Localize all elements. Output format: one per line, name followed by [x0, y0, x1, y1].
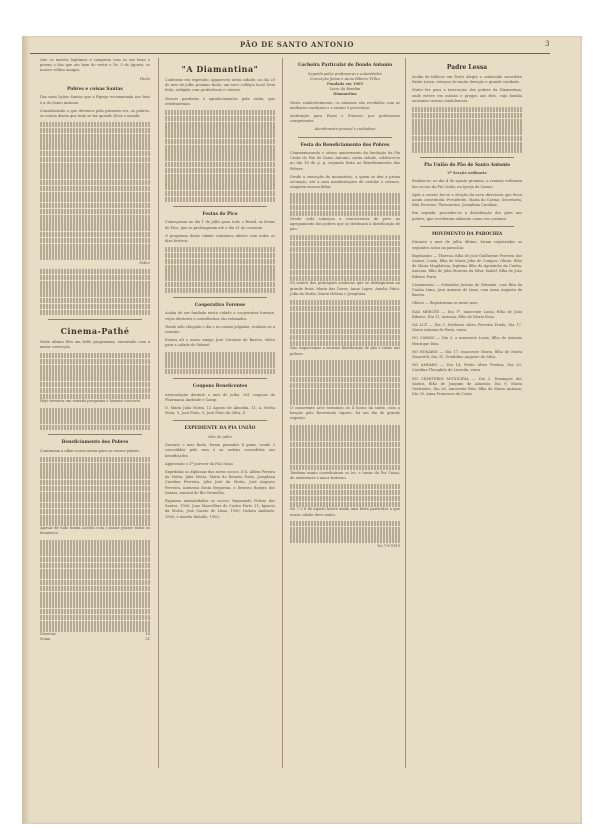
col1-paragraph-2: Considerando o que devemos pela primeira vez, os pobres, os outros dizem que tudo se faz quando Deus o manda.: [40, 108, 150, 118]
column-1: [40, 58, 150, 643]
column-4: [412, 58, 522, 400]
col4-paragraph-14: NO AMPARO — Dia 14, Pedro Alves Pereira; Dia 20, Carolina Theophilo de Lacerda, viuva.: [412, 363, 522, 373]
page-fold-shadow: [22, 36, 30, 824]
col4-paragraph-3: Realiza-se, no dia 4 de agosto proximo, a reunião ordinaria dos socios da Pia União, na Igreja do Carmo.: [412, 179, 522, 189]
col4-subheading-pia: 2ª Secção ordinaria: [447, 171, 487, 176]
col2-paragraph-5: Acaba de ser fundada nesta cidade a cooperativa forense, cujos diretores e conselheiros são estimados.: [165, 311, 275, 321]
col1-signature-1: Paulo: [139, 76, 150, 81]
column-separator-2: [282, 58, 283, 768]
col2-paragraph-13: Pagaram mensalidades os socios: Raymundo Felicio dos Santos, 1900; Joao Marcellino de Castro Porto 11; Ignacio da Motta, Jose Ozorio de Lima, 1900; Isidora Andrade, 1900; e Amelia Rabello, 1900.: [165, 498, 275, 519]
col4-heading-padre: Padre Lessa: [446, 64, 488, 71]
col3-sub-2: Conceição Jaime e Anna Ribeiro Telles: [309, 76, 381, 81]
col3-paragraph-3: Commemorando o oitavo anniversario da fundação da Pia União do Pão de Santo Antonio, nesta cidade, celebrou-se no dia 18 de p. p. segundo festa ao Beneficiamento dos Pobres.: [290, 151, 400, 171]
col2-paragraph-10: Durante o mez findo, foram passados 4 guias, sendo 3 concedidas pelo mes e as ordens concedidas aos beneficiados.: [165, 443, 275, 458]
col3-paragraph-7: Nao esquecemos a enorme distribuição de pão e carne aos pobres.: [290, 346, 400, 356]
col4-paragraph-4: Após a sessão fez-se a eleição da nova directoria que ficou assim constituida: Presidente, Maria do Carmo; Secretaria, Rita Ferreira; Thesoureira, Josephina Carolina.: [412, 192, 522, 208]
col4-paragraph-6: Durante o mez de julho último, foram registrados os seguintes actos na parochia:: [412, 240, 522, 250]
col3-heading-festa: Festa do Beneficiamento dos Pobres: [300, 142, 390, 148]
col2-heading-coupons: Coupons Beneficentes: [192, 384, 248, 390]
col1-paragraph-1: Das mais lições Santas que a Egreja recommenda aos fieis é a do Santo Antonio.: [40, 95, 150, 105]
newspaper-title: PÃO DE SANTO ANTONIO: [240, 40, 355, 49]
col2-paragraph-1: Conforme era esperado, appareceu nesta cidade, no dia 20 do mez de julho proximo findo, um novo collégio local, bem feito, redigido com proficiência e criterio.: [165, 78, 275, 93]
col2-paragraph-3: Começaram no dia 1 de julho para todo o Brasil, as festas do Pico, que se prolongaram até o dia 31 do corrente.: [165, 220, 275, 230]
col4-paragraph-10: NAS MERCÊS — Dia 1º, innocente Luzia, filha de João Ribeiro; Dia 11, Antonio, filho de Maria Rosa.: [412, 309, 522, 319]
col2-heading-festas: Festas do Pico: [202, 211, 238, 217]
col4-paragraph-7: Baptisados — Theresa, filha de José Guilherme Ferreira dos Santos; Luzia, filha de Maria Julia de Campos; Olinto, filho de Maria Magdalena, legitimo filho de Agostinho da Cunha; Antonio, filho de Julio Moreira da Silva; Isabel, filha de João Ribeiro Porto.: [412, 253, 522, 279]
col4-paragraph-12: NO CARMO — Dia 5, a innocente Luzia, filho de Antonio Henrique Dias.: [412, 336, 522, 346]
col3-paragraph-2: Instituição para Piano e Francez, por professoras competentes.: [290, 113, 400, 124]
col1-opening: Que os moveis legitimos e comprem com os sus bens e porem o dos que ate bem de vestir o Dr. 3 de Agosto, os nossos velhos amigos.: [40, 58, 150, 73]
col1-signature-2: Pobre: [139, 260, 150, 265]
col3-sub-5: Diamantina: [333, 92, 357, 97]
col1-paragraph-5: Continuam a afluir novos meios para os nossos pobres.: [40, 448, 141, 453]
col1-heading-cinema: Cinema-Pathé: [60, 325, 130, 336]
column-separator-3: [405, 58, 406, 768]
col3-paragraph-6: Os nomes das principaes senhoras que se distinguiram na grande festa: Maria das Dores, Anna Lopes, Amelia Pinto, Julia da Motta, Maria Helena e Josephina.: [290, 281, 400, 296]
col4-heading-movimento: MOVIMENTO DA PAROCHIA: [431, 231, 503, 237]
col2-paragraph-4: O programa desta cidade continuou aberto com todos os dias festivos.: [165, 233, 275, 244]
col2-heading-diamantina: "A Diamantina": [181, 64, 259, 74]
col4-paragraph-1: Acaba de fallecer em Porto Alegre o conhecido sacerdote Padre Lessa, virtuoso de muita devoção e grande caridade.: [412, 75, 522, 85]
page-number: 3: [544, 40, 550, 48]
col1-paragraph-3: Noite ultima fôra um bello programma, executado com a maior correcção.: [40, 339, 150, 349]
header-rule: [30, 53, 550, 54]
column-separator-1: [158, 58, 159, 768]
col2-paragraph-12: Expedidas as diplomas dos novos socios: D.S. Aldira Pereira da Motta, Julia Motta, Maria do Rosario Porto, Josephina Carolina Ferreira, Julia José da Motta, José Augusto Ferreira, natureza desta freguesia, e Ernesto Borges dos Santos, natural de Rio Vermelho.: [165, 469, 275, 495]
col3-paragraph-8: O comovente acto terminou às 4 horas da tarde, com a benção pelo Reverendo vigario, foi um dia de grande regozijo.: [290, 405, 400, 421]
col4-heading-pia: Pia União do Pão de Santo Antonio: [424, 162, 510, 168]
col3-closing: No 7-8-1919: [377, 543, 400, 548]
col2-paragraph-2: Nossos parabens e agradecimentos pela visita, que retribuiremos.: [165, 96, 275, 106]
col2-paragraph-8: Arrecadação durante o mez de julho, 261 coupons da Pharmacia Andrade e Camp.: [165, 392, 275, 402]
col2-paragraph-7: Estava ali o nosso amigo José Carolino de Bastos, eleito para a cidade de Sabaré.: [165, 338, 275, 348]
col4-paragraph-15: NO CEMITERIO MUNICIPAL — Dia 2, Domingos dos Santos, filho de Joaquim de Almeida; Dia 9, Maria Gertrudes; Dia 26, innocente Rita, filha de Maria Antonia; Dia 30, Anna Francisca da Costa.: [412, 376, 522, 397]
col3-paragraph-9: Tambem muito contribuiram os Irs. e Irmãs da Pia Uniao, de assistencia e amor fraterno.: [290, 470, 400, 481]
col2-paragraph-11: Approvado o 2º parecer da Pia Uniao.: [165, 461, 234, 466]
col3-signature: Atendimento pessoal e cuidadoso: [314, 127, 376, 132]
column-2: [165, 58, 275, 523]
col2-subheading-expediente: Mez de julho: [208, 434, 232, 439]
col1-paragraph-4: Hoje teremos um variado programa e luzente concerto.: [40, 399, 142, 404]
col4-paragraph-13: NO ROSARIO — Dia 17, innocente Maria, filha de Maria Nazareth; Dia 31, Geraldino Augusto da Silva.: [412, 349, 522, 359]
col3-sub-3: Fundada em 1905: [327, 81, 363, 86]
col3-paragraph-5: Desde cedo começou a concorrencia de povo ao agrupamento dos pobres que se destinava à distribuição de pão.: [290, 216, 400, 231]
col4-paragraph-8: Casamentos — Sebastião Justino de Miranda, com Rita da Cunha Lima; José Antonio de Lima, com Anna Augusta de Barros.: [412, 282, 522, 298]
col2-heading-cooperativo: Cooperativo Forense: [194, 302, 246, 308]
col3-sub-1: Seguida pelas professoras e autoridades: [308, 71, 382, 76]
col3-paragraph-1: Neste estabelecimento, os alumnos são recebidos com as melhores condições e o ensino é proveitoso.: [290, 100, 400, 110]
col2-heading-expediente: EXPEDIENTE DA PIA UNIÃO: [184, 426, 256, 432]
col1-heading-beneficiamento: Beneficiamento dos Pobres: [61, 440, 129, 446]
col3-heading-cocheira: Cocheira Particular do Dondo Antonio: [297, 63, 393, 68]
col3-paragraph-4: Desde a execução do monastério, a quem se deu a prima actuação, até a suas manifestações de carinho e civismo, ninguem ousava faltar.: [290, 174, 400, 190]
col4-paragraph-11: NA LUZ — Dia 3, Norberto Alves Ferreira Prado; Dia 17, Maria Antonia de Faria, viuva.: [412, 322, 522, 333]
col2-paragraph-6: Tendo sido chegado o dia e as contas julgadas, realizou-se a reunião.: [165, 324, 275, 334]
col4-paragraph-9: Obitos — Registraram-se neste mez:: [412, 301, 479, 306]
col3-paragraph-10: No 7 e 8 de agosto houve ainda uma festa particular a que nossa cidade deve muito.: [290, 507, 400, 517]
col1-footer-row-2: Soma 21: [40, 637, 150, 642]
col1-paragraph-6: Apesar de tudo foram aceitos com o maior prazer todos os donativos.: [40, 526, 150, 536]
page-header: [30, 40, 550, 52]
col3-sub-4: Liceu da Bomfim: [329, 87, 361, 92]
col1-footer-row-1: Diversas 16: [40, 632, 150, 637]
col4-paragraph-5: Em seguida, procedeu-se à distribuição dos pães aos pobres, que receberam alimento como era costume.: [412, 211, 522, 221]
column-3: [290, 58, 400, 552]
col2-paragraph-9: D. Maria Julia Motta, 12 Agosto de Almeida, 11; A. Motta Mota, 5; José Pinto, 9; José Pinto da Silva, 8.: [165, 406, 275, 416]
col4-paragraph-2: Muito fez para a instrucção dos pobres da Diamantina, onde esteve em missão e pregou aos fieis, cuja familia enviamos nossas condolencias.: [412, 88, 522, 103]
col1-heading-pobres: Pobres e coisas Santas: [67, 86, 123, 92]
